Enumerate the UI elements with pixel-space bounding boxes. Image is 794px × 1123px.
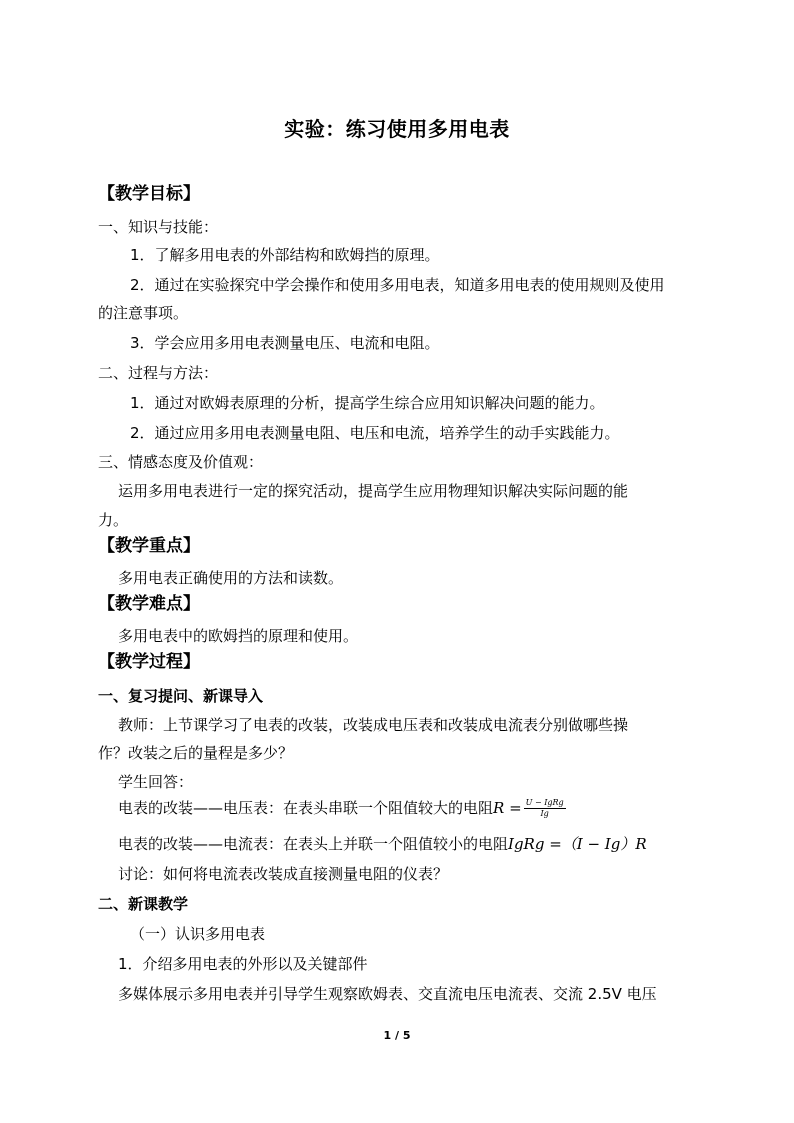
section-objectives: 【教学目标】 xyxy=(98,184,200,204)
process-item-2: 2．通过应用多用电表测量电阻、电压和电流，培养学生的动手实践能力。 xyxy=(130,424,620,442)
formula-numerator: U − IgRg xyxy=(525,798,564,807)
formula-fraction xyxy=(524,798,566,819)
objective-item-2: 2．通过在实验探究中学会操作和使用多用电表，知道多用电表的使用规则及使用 xyxy=(130,276,665,294)
ammeter-description: 电表的改装——电流表：在表头上并联一个阻值较小的电阻 xyxy=(118,835,509,853)
process-heading-review: 一、复习提问、新课导入 xyxy=(98,687,264,705)
objective-heading-attitude: 三、情感态度及价值观： xyxy=(98,453,264,471)
page-number: 1 / 5 xyxy=(383,1029,411,1042)
attitude-text: 运用多用电表进行一定的探究活动，提高学生应用物理知识解决实际问题的能 xyxy=(118,482,629,500)
attitude-text-cont: 力。 xyxy=(98,511,129,529)
objective-item-2-cont: 的注意事项。 xyxy=(98,304,189,322)
objective-heading-knowledge: 一、知识与技能： xyxy=(98,218,219,236)
teacher-text-cont: 作？改装之后的量程是多少？ xyxy=(98,744,294,762)
section-focus: 【教学重点】 xyxy=(98,536,200,556)
voltmeter-text xyxy=(118,798,566,819)
subsection-know-multimeter: （一）认识多用电表 xyxy=(130,925,266,943)
multimedia-text: 多媒体展示多用电表并引导学生观察欧姆表、交直流电压电流表、交流 2.5V 电压 xyxy=(118,985,657,1003)
teacher-text: 教师：上节课学习了电表的改装，改装成电压表和改装成电流表分别做哪些操 xyxy=(118,716,629,734)
objective-heading-process: 二、过程与方法： xyxy=(98,364,219,382)
formula-r-lhs: R = xyxy=(493,799,522,817)
focus-text: 多用电表正确使用的方法和读数。 xyxy=(118,569,344,587)
page-title: 实验：练习使用多用电表 xyxy=(284,117,510,141)
step-introduce-shape: 1．介绍多用电表的外形以及关键部件 xyxy=(118,955,368,973)
formula-denominator: Ig xyxy=(540,809,549,818)
difficulty-text: 多用电表中的欧姆挡的原理和使用。 xyxy=(118,627,359,645)
process-item-1: 1．通过对欧姆表原理的分析，提高学生综合应用知识解决问题的能力。 xyxy=(130,394,605,412)
process-heading-new-lesson: 二、新课教学 xyxy=(98,895,189,913)
section-process: 【教学过程】 xyxy=(98,652,200,672)
formula-shunt: IgRg =（I − Ig）R xyxy=(508,835,647,853)
section-difficulty: 【教学难点】 xyxy=(98,594,200,614)
ammeter-text xyxy=(118,834,647,854)
discussion-text: 讨论：如何将电流表改装成直接测量电阻的仪表？ xyxy=(118,865,449,883)
objective-item-3: 3．学会应用多用电表测量电压、电流和电阻。 xyxy=(130,334,440,352)
objective-item-1: 1．了解多用电表的外部结构和欧姆挡的原理。 xyxy=(130,246,440,264)
student-answer-label: 学生回答： xyxy=(118,773,194,791)
voltmeter-description: 电表的改装——电压表：在表头串联一个阻值较大的电阻 xyxy=(118,799,494,817)
